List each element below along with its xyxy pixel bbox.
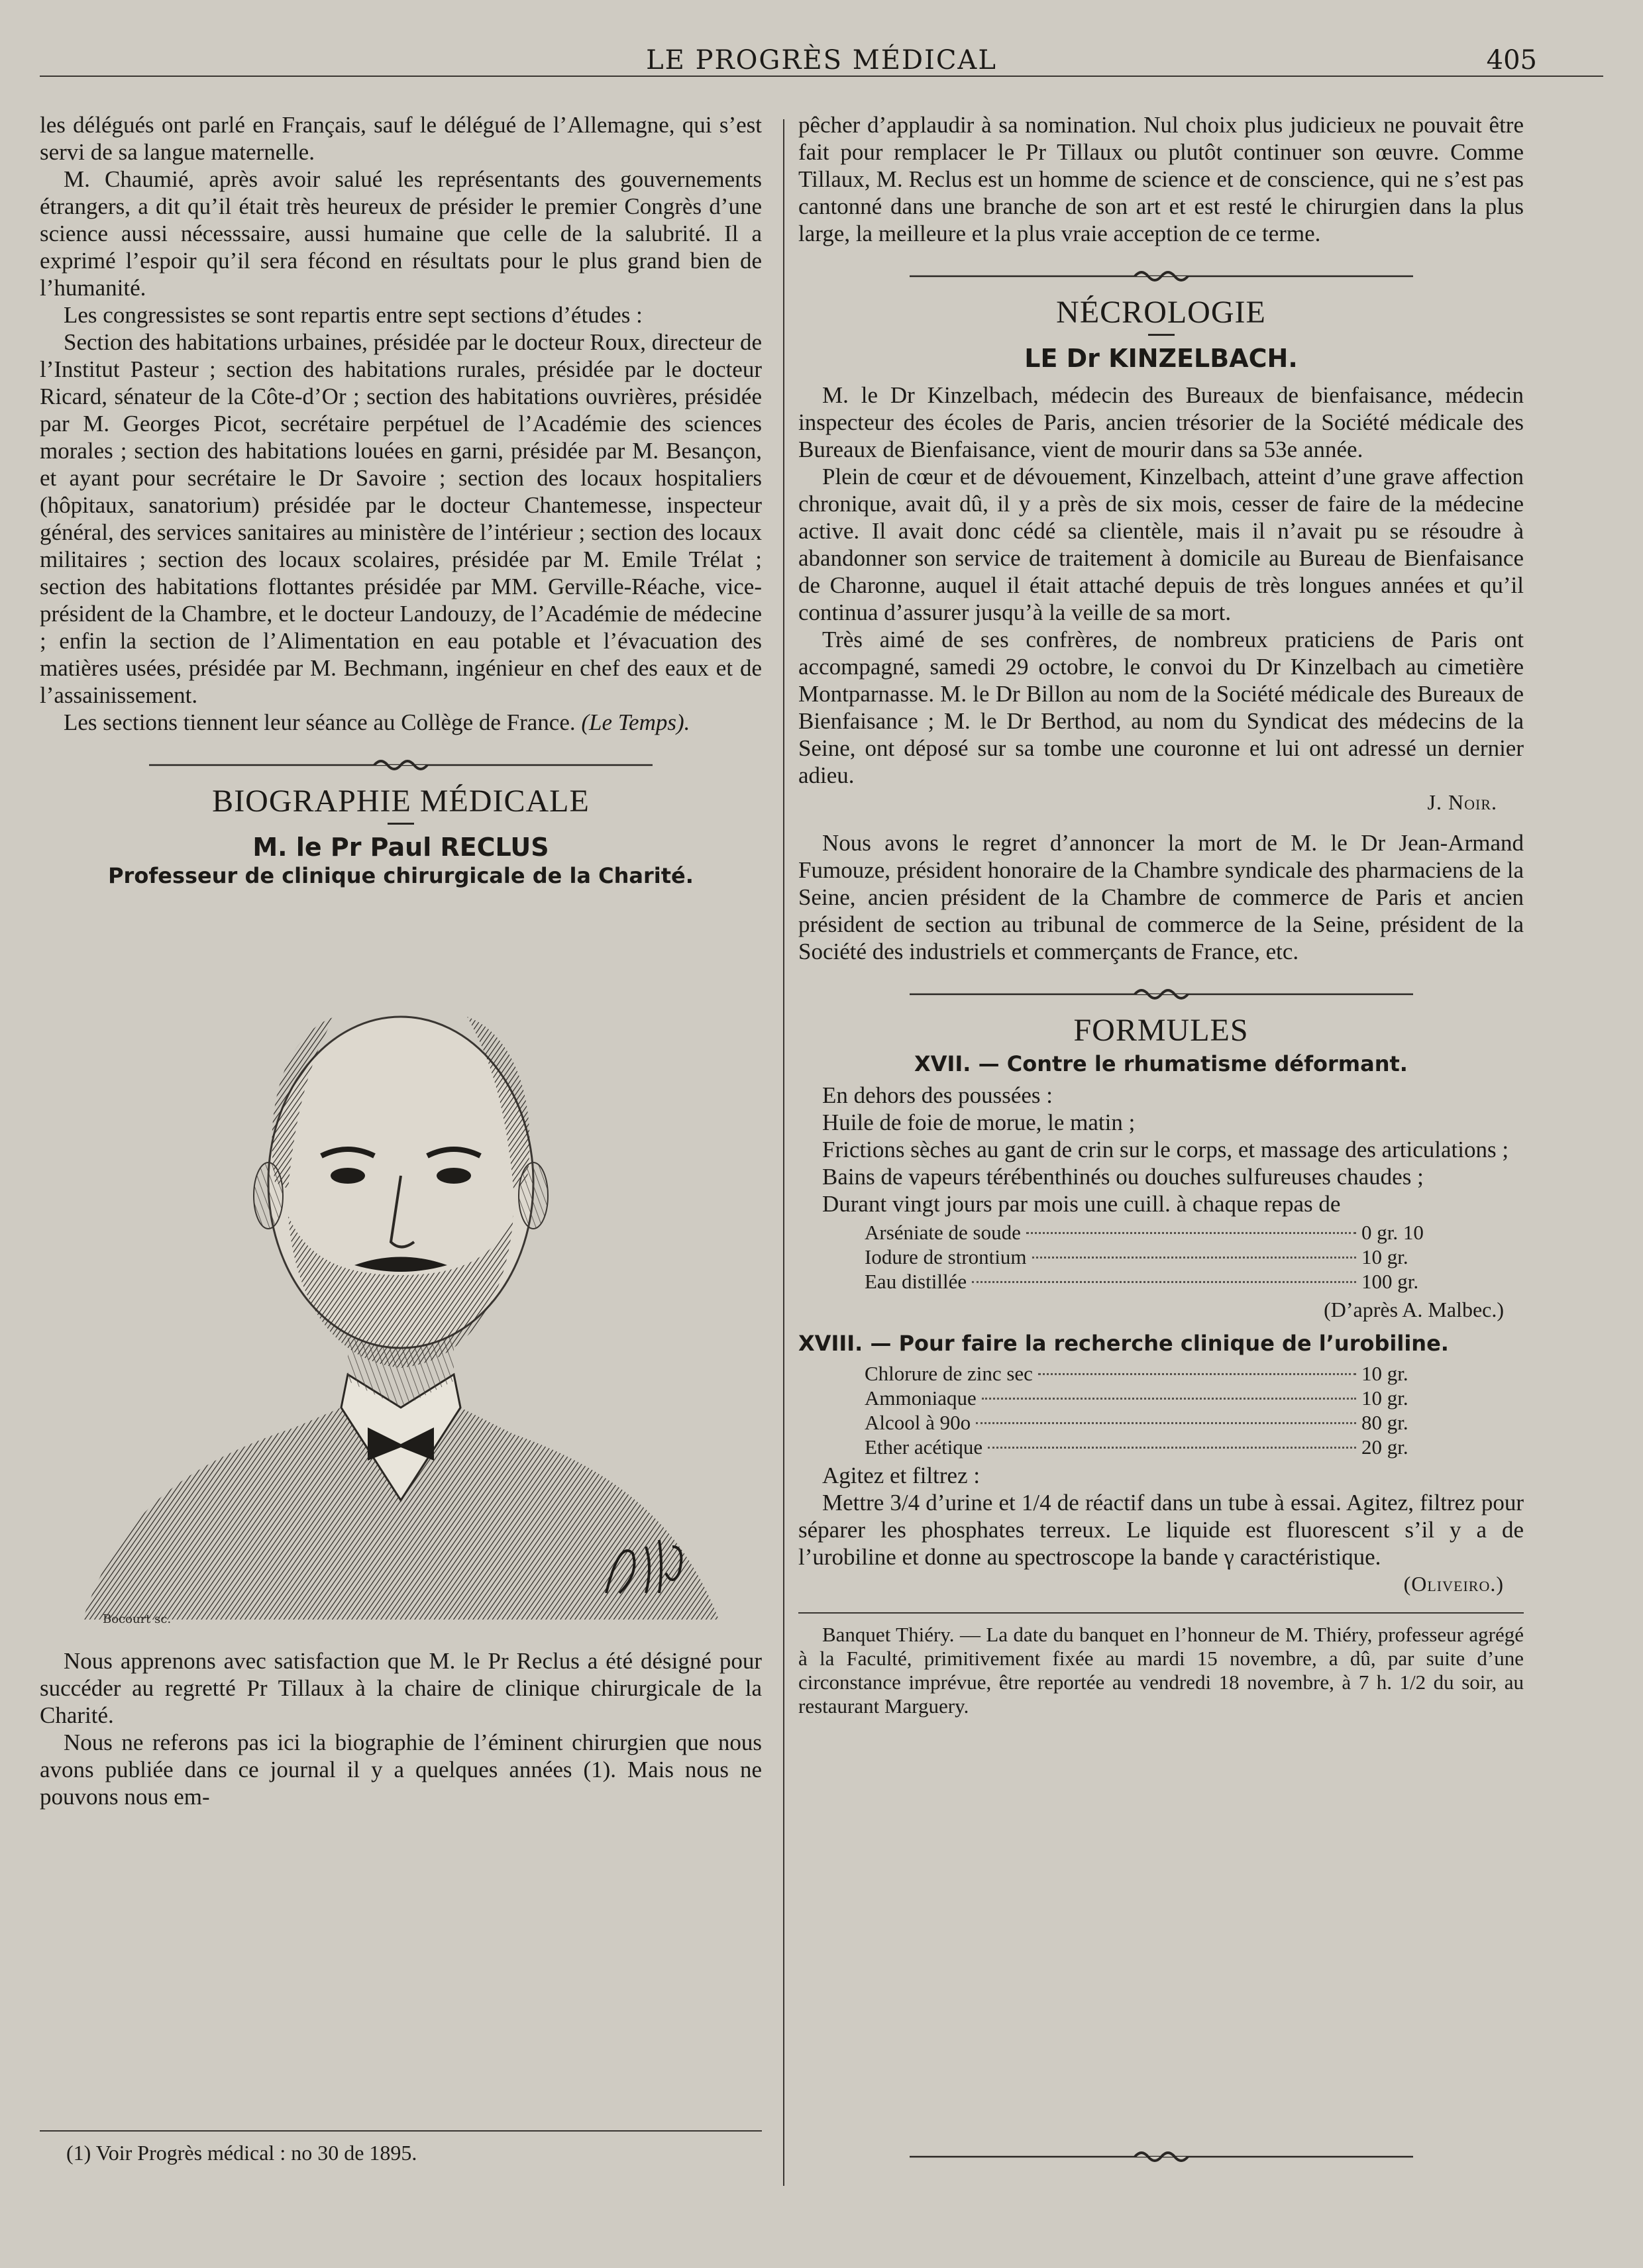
- formula-18-title: XVIII. — Pour faire la recherche clinique de l’urobiline.: [798, 1331, 1449, 1356]
- paragraph-reclus-appointment: Nous apprenons avec satisfaction que M. le Pr Reclus a été désigné pour succéder au regretté Pr Tillaux à la chaire de clinique chirurgicale de la Charité.: [40, 1648, 762, 1728]
- paragraph-kinzelbach-illness: Plein de cœur et de dévouement, Kinzelbach, atteint d’une grave affection chronique, avait dû, il y a près de six mois, cesser de faire de la médecine active. Il avait donc cédé sa clientèle, mais il n’avait pu se résoudre à abandonner son service de traitement à domicile au Bureau de Bienfaisance de Charonne, auquel il était attaché depuis de très longues années et qu’il continua d’assurer jusqu’à la veille de sa mort.: [798, 464, 1524, 625]
- dot-leader: [1038, 1373, 1356, 1375]
- biography-subject-name: M. le Pr Paul RECLUS: [252, 833, 549, 862]
- biography-subject-role: Professeur de clinique chirurgicale de la Charité.: [108, 863, 694, 888]
- prescription-row: [865, 1220, 1461, 1245]
- formula-17-attribution: (D’après A. Malbec.): [1324, 1298, 1504, 1321]
- formula-17-prescription: [865, 1220, 1461, 1294]
- running-header: [40, 41, 1603, 77]
- formulas-heading: FORMULES: [1073, 1013, 1249, 1048]
- ingredient-quantity: 10 gr.: [1361, 1386, 1408, 1410]
- heading-dash: [388, 823, 414, 825]
- ingredient-name: Chlorure de zinc sec: [865, 1362, 1033, 1385]
- ingredient-quantity: 20 gr.: [1361, 1435, 1408, 1459]
- paragraph-delegates: les délégués ont parlé en Français, sauf le délégué de l’Allemagne, qui s’est servi de sa langue maternelle.: [40, 112, 762, 165]
- dot-leader: [1026, 1232, 1356, 1234]
- paragraph-fumouze: Nous avons le regret d’annoncer la mort de M. le Dr Jean-Armand Fumouze, président honoraire de la Chambre syndicale des pharmaciens de la Seine, ancien président de la Chambre de commerce de Paris et ancien président de section au tribunal de commerce de la Seine, président de la Société des industriels et commerçants de France, etc.: [798, 830, 1524, 964]
- ingredient-name: Iodure de strontium: [865, 1245, 1027, 1268]
- formula-17-title: XVII. — Contre le rhumatisme déformant.: [914, 1051, 1408, 1076]
- necrology-signature: J. Noir.: [1427, 790, 1497, 814]
- portrait-engraving: [56, 904, 745, 1633]
- necrology-heading: NÉCROLOGIE: [1056, 295, 1266, 330]
- formula-17-line: Huile de foie de morue, le matin ;: [822, 1109, 1136, 1135]
- prescription-row: [865, 1435, 1461, 1459]
- dot-leader: [972, 1281, 1356, 1283]
- dot-leader: [982, 1398, 1356, 1400]
- ingredient-name: Arséniate de soude: [865, 1221, 1021, 1244]
- formula-18-prescription: [865, 1361, 1461, 1459]
- ingredient-quantity: 10 gr.: [1361, 1245, 1408, 1268]
- ingredient-quantity: 80 gr.: [1361, 1411, 1408, 1434]
- prescription-row: [865, 1245, 1461, 1269]
- footnote: (1) Voir Progrès médical : no 30 de 1895.: [66, 2141, 417, 2165]
- ingredient-name: Alcool à 90o: [865, 1411, 971, 1434]
- ingredient-name: Ammoniaque: [865, 1386, 977, 1410]
- dot-leader: [976, 1422, 1356, 1424]
- prescription-row: [865, 1410, 1461, 1435]
- ingredient-quantity: 10 gr.: [1361, 1362, 1408, 1385]
- source-citation: (Le Temps).: [581, 709, 690, 735]
- formula-17-line: Durant vingt jours par mois une cuill. à chaque repas de: [822, 1191, 1341, 1217]
- left-column: [40, 111, 762, 1810]
- paragraph-chaumie: M. Chaumié, après avoir salué les représentants des gouvernements étrangers, a dit qu’il était très heureux de présider le premier Congrès d’une science aussi nécesssaire, aussi humaine que celle de la salubrité. Il a exprimé l’espoir qu’il sera fécond en résultats pour le plus grand bien de l’humanité.: [40, 166, 762, 301]
- ornament-divider: [798, 984, 1524, 1004]
- ingredient-name: Eau distillée: [865, 1270, 967, 1293]
- paragraph-reclus-continued: pêcher d’applaudir à sa nomination. Nul choix plus judicieux ne pouvait être fait pour remplacer le Pr Tillaux ou plutôt continuer son œuvre. Comme Tillaux, M. Reclus est un homme de science et de conscience, qui ne s’est pas cantonné dans une branche de son art et est resté le chirurgien dans la plus large, la meilleure et la plus vraie acception de ce terme.: [798, 112, 1524, 246]
- ornament-divider: [40, 754, 762, 774]
- banquet-notice: Banquet Thiéry. — La date du banquet en l’honneur de M. Thiéry, professeur agrégé à la Faculté, primitivement fixée au mardi 15 novembre, a dû, par suite d’une circonstance imprévue, être reportée au vendredi 18 novembre, à 7 h. 1/2 du soir, au restaurant Marguery.: [798, 1623, 1524, 1718]
- footnote-rule: [40, 2130, 762, 2132]
- notice-rule: [798, 1612, 1524, 1614]
- biography-heading: BIOGRAPHIE MÉDICALE: [212, 784, 590, 819]
- ingredient-name: Ether acétique: [865, 1435, 983, 1459]
- journal-title: LE PROGRÈS MÉDICAL: [646, 45, 997, 76]
- prescription-row: [865, 1269, 1461, 1294]
- college-text: Les sections tiennent leur séance au Collège de France.: [64, 709, 576, 735]
- dot-leader: [988, 1447, 1356, 1449]
- paragraph-reclus-biography: Nous ne referons pas ici la biographie de l’éminent chirurgien que nous avons publiée dans ce journal il y a quelques années (1). Mais nous ne pouvons nous em-: [40, 1729, 762, 1810]
- dot-leader: [1032, 1257, 1356, 1259]
- formula-18-attribution: (Oliveiro.): [1403, 1572, 1504, 1596]
- prescription-row: [865, 1361, 1461, 1386]
- prescription-row: [865, 1386, 1461, 1410]
- formula-17-line: Frictions sèches au gant de crin sur le corps, et massage des articulations ;: [822, 1137, 1509, 1162]
- formula-18-instructions: Mettre 3/4 d’urine et 1/4 de réactif dans un tube à essai. Agitez, filtrez pour séparer les phosphates terreux. Le liquide est fluorescent s’il y a de l’urobiline et donne au spectroscope la bande γ caractéristique.: [798, 1490, 1524, 1570]
- ingredient-quantity: 0 gr. 10: [1361, 1221, 1424, 1244]
- column-divider: [783, 119, 784, 2186]
- formula-17-line: Bains de vapeurs térébenthinés ou douches sulfureuses chaudes ;: [822, 1164, 1424, 1190]
- engraver-credit: Bocourt sc.: [103, 1612, 172, 1626]
- paragraph-college: [40, 709, 762, 736]
- necrology-subject-name: LE Dr KINZELBACH.: [1024, 344, 1298, 373]
- formula-17-line: En dehors des poussées :: [822, 1082, 1053, 1108]
- ornament-divider: [798, 2146, 1524, 2166]
- page-number: 405: [1486, 45, 1537, 76]
- ornament-divider: [798, 266, 1524, 285]
- right-column: [798, 111, 1524, 1718]
- heading-dash: [1148, 334, 1175, 336]
- paragraph-sections-list: Section des habitations urbaines, présidée par le docteur Roux, directeur de l’Institut Pasteur ; section des habitations rurales, présidée par le docteur Ricard, sénateur de la Côte-d’Or ; section des habitations ouvrières, présidée par M. Georges Picot, secrétaire perpétuel de l’Académie des sciences morales ; section des habitations louées en garni, présidée par M. Besançon, et ayant pour secrétaire le Dr Savoire ; section des locaux hospitaliers (hôpitaux, sanatorium) présidée par le docteur Chantemesse, inspecteur général, des services sanitaires au ministère de l’intérieur ; section des locaux militaires ; section des locaux scolaires, présidée par M. Emile Trélat ; section des habitations flottantes présidée par MM. Gerville-Réache, vice-président de la Chambre, et le docteur Landouzy, de l’Académie de médecine ; enfin la section de l’Alimentation en eau potable et l’évacuation des matières usées, présidée par M. Bechmann, ingénieur en chef des eaux et de l’assainissement.: [40, 329, 762, 708]
- formula-18-line: Agitez et filtrez :: [822, 1463, 980, 1488]
- ingredient-quantity: 100 gr.: [1361, 1270, 1419, 1293]
- paragraph-sections-intro: Les congressistes se sont repartis entre sept sections d’études :: [64, 302, 643, 328]
- paragraph-kinzelbach-funeral: Très aimé de ses confrères, de nombreux praticiens de Paris ont accompagné, samedi 29 octobre, le convoi du Dr Kinzelbach au cimetière Montparnasse. M. le Dr Billon au nom de la Société médicale des Bureaux de Bienfaisance ; M. le Dr Berthod, au nom du Syndicat des médecins de la Seine, ont déposé sur sa tombe une couronne et lui ont adressé un dernier adieu.: [798, 627, 1524, 788]
- paragraph-kinzelbach-intro: M. le Dr Kinzelbach, médecin des Bureaux de bienfaisance, médecin inspecteur des écoles de Paris, ancien trésorier de la Société médicale des Bureaux de Bienfaisance, vient de mourir dans sa 53e année.: [798, 382, 1524, 462]
